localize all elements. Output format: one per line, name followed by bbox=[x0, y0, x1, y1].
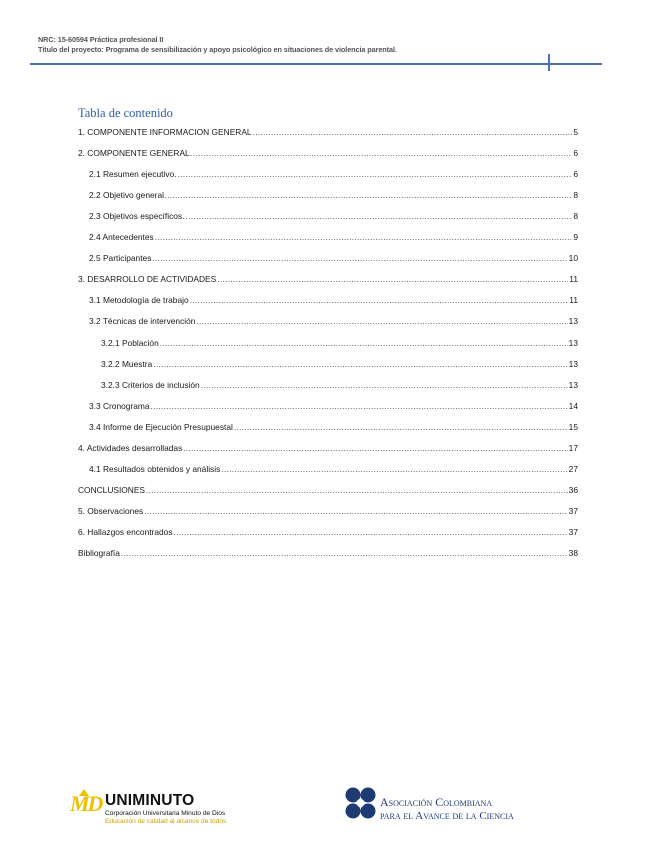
toc-entry-title: CONCLUSIONES bbox=[78, 484, 146, 495]
toc-entry-title: 3.4 Informe de Ejecución Presupuestal bbox=[89, 421, 233, 432]
toc-entry[interactable] bbox=[89, 422, 578, 434]
toc-entry-title: 3.3 Cronograma bbox=[89, 400, 150, 411]
uniminuto-mark-icon: MD bbox=[70, 791, 102, 816]
toc-entry[interactable] bbox=[89, 401, 578, 413]
toc-entry[interactable] bbox=[89, 316, 578, 328]
toc-entry[interactable] bbox=[101, 380, 578, 392]
toc-entry-title: 5. Observaciones bbox=[78, 505, 144, 516]
toc-dot-leader bbox=[221, 464, 567, 474]
toc-dot-leader bbox=[146, 485, 568, 495]
toc-entry[interactable] bbox=[78, 527, 578, 539]
acac-circles-icon bbox=[344, 786, 378, 822]
toc-entry[interactable] bbox=[89, 190, 578, 202]
toc-entry[interactable] bbox=[78, 506, 578, 518]
toc-dot-leader bbox=[178, 169, 573, 179]
toc-entry-title: 1. COMPONENTE INFORMACION GENERAL bbox=[78, 127, 252, 137]
toc-entry-page: 8 bbox=[573, 211, 578, 222]
toc-entry-title: 2.3 Objetivos específicos. bbox=[89, 211, 185, 222]
toc-entry-page: 36 bbox=[568, 484, 578, 495]
toc-dot-leader bbox=[155, 232, 573, 242]
toc-entry-page: 17 bbox=[568, 442, 578, 453]
toc-dot-leader bbox=[151, 401, 568, 411]
toc-entry-page: 27 bbox=[568, 463, 578, 474]
toc-entry-title: 3.2.3 Criterios de inclusión bbox=[101, 379, 200, 390]
toc-entry-title: Bibliografía bbox=[78, 548, 120, 558]
toc-dot-leader bbox=[152, 253, 567, 263]
toc-entry-page: 37 bbox=[568, 526, 578, 537]
toc-entry-title: 3.2.1 Población bbox=[101, 337, 159, 348]
header-divider bbox=[30, 63, 602, 65]
toc-dot-leader bbox=[121, 548, 568, 558]
toc-entry-page: 6 bbox=[573, 169, 578, 180]
toc-dot-leader bbox=[183, 443, 567, 453]
toc-entry-title: 6. Hallazgos encontrados bbox=[78, 526, 173, 537]
toc-dot-leader bbox=[174, 527, 568, 537]
toc-dot-leader bbox=[193, 148, 572, 158]
toc-entry-page: 13 bbox=[568, 316, 578, 327]
toc-entry[interactable] bbox=[89, 253, 578, 265]
toc-entry-title: 3. DESARROLLO DE ACTIVIDADES bbox=[78, 274, 217, 285]
toc-entry-page: 38 bbox=[568, 548, 578, 558]
toc-entry-title: 3.2 Técnicas de intervención bbox=[89, 316, 196, 327]
toc-entry[interactable] bbox=[78, 127, 578, 139]
acac-name-line2: para el Avance de la Ciencia bbox=[380, 810, 514, 822]
toc-entry-title: 4.1 Resultados obtenidos y análisis bbox=[89, 463, 221, 474]
uniminuto-logo bbox=[70, 789, 270, 829]
toc-entry-page: 6 bbox=[573, 148, 578, 159]
acac-name-line1: Asociación Colombiana bbox=[380, 795, 493, 809]
toc-entry-title: 2.4 Antecedentes bbox=[89, 232, 154, 243]
toc-entry[interactable] bbox=[78, 443, 578, 455]
toc-entry-title: 2.5 Participantes bbox=[89, 253, 152, 264]
acac-logo bbox=[344, 786, 544, 830]
toc-entry[interactable] bbox=[89, 211, 578, 223]
toc-dot-leader bbox=[217, 274, 568, 284]
toc-entry[interactable] bbox=[101, 359, 578, 371]
toc-entry-page: 5 bbox=[573, 127, 578, 137]
toc-entry-title: 2.2 Objetivo general. bbox=[89, 190, 167, 201]
uniminuto-subtitle: Corporación Universitaria Minuto de Dios bbox=[105, 810, 226, 817]
toc-entry-page: 14 bbox=[568, 400, 578, 411]
toc-entry-page: 15 bbox=[568, 421, 578, 432]
toc-entry-title: 3.2.2 Muestra bbox=[101, 358, 153, 369]
toc-dot-leader bbox=[201, 380, 568, 390]
toc-title: Tabla de contenido bbox=[78, 106, 173, 120]
toc-entry[interactable] bbox=[89, 232, 578, 244]
toc-entry-page: 8 bbox=[573, 190, 578, 201]
toc-dot-leader bbox=[185, 211, 572, 221]
toc-dot-leader bbox=[153, 359, 567, 369]
toc-entry-page: 37 bbox=[568, 505, 578, 516]
toc-entry[interactable] bbox=[89, 169, 578, 181]
toc-entry-page: 13 bbox=[568, 337, 578, 348]
toc-dot-leader bbox=[167, 190, 572, 200]
header-course-code: NRC: 15-60594 Práctica profesional II bbox=[38, 35, 164, 44]
toc-dot-leader bbox=[160, 338, 568, 348]
toc-entry-title: 2.1 Resumen ejecutivo. bbox=[89, 169, 177, 180]
toc-entry[interactable] bbox=[78, 548, 578, 560]
toc-entry-page: 13 bbox=[568, 379, 578, 390]
toc-dot-leader bbox=[190, 295, 569, 305]
header-project-title: Título del proyecto: Programa de sensibilización y apoyo psicológico en situaciones de violencia parental. bbox=[38, 45, 397, 54]
toc-dot-leader bbox=[196, 316, 567, 326]
toc-entry-title: 4. Actividades desarrolladas bbox=[78, 442, 183, 453]
toc-entry-title: 3.1 Metodología de trabajo bbox=[89, 295, 189, 306]
toc-dot-leader bbox=[253, 127, 573, 137]
toc-entry[interactable] bbox=[78, 485, 578, 497]
toc-dot-leader bbox=[144, 506, 567, 516]
toc-entry[interactable] bbox=[89, 464, 578, 476]
toc-entry[interactable] bbox=[101, 338, 578, 350]
uniminuto-slogan: Educación de calidad al alcance de todos bbox=[105, 818, 227, 825]
uniminuto-name: UNIMINUTO bbox=[105, 792, 195, 809]
toc-entry[interactable] bbox=[89, 295, 578, 307]
toc-dot-leader bbox=[234, 422, 568, 432]
page-header bbox=[38, 35, 598, 55]
toc-entry-page: 10 bbox=[568, 253, 578, 264]
toc-entry[interactable] bbox=[78, 148, 578, 160]
toc-entry-page: 11 bbox=[569, 295, 578, 306]
toc-entry-title: 2. COMPONENTE GENERAL. bbox=[78, 148, 193, 159]
toc-entry-page: 13 bbox=[568, 358, 578, 369]
toc-entry-page: 9 bbox=[573, 232, 578, 243]
toc-entry-page: 11 bbox=[569, 274, 578, 285]
toc-entry[interactable] bbox=[78, 274, 578, 286]
header-divider-tick bbox=[548, 54, 550, 71]
